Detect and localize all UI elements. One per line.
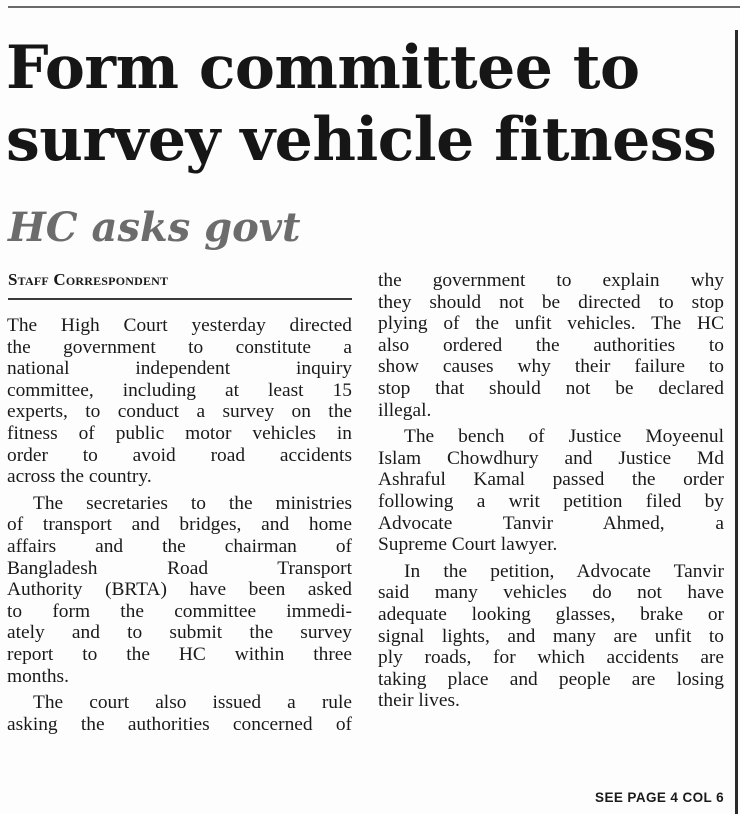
text-line: the government to constitute a xyxy=(7,336,352,358)
headline-line-2: survey vehicle fitness xyxy=(6,105,717,175)
top-rule xyxy=(8,6,740,8)
paragraph xyxy=(7,493,352,687)
text-line: The secretaries to the ministries xyxy=(33,492,352,514)
text-line: fitness of public motor vehicles in xyxy=(7,422,352,444)
subheadline: HC asks govt xyxy=(8,204,301,251)
right-edge-border xyxy=(735,30,738,814)
headline xyxy=(6,32,734,176)
article-column-left xyxy=(7,315,352,735)
text-line: of transport and bridges, and home xyxy=(7,514,352,536)
text-line: Bangladesh Road Transport xyxy=(7,557,352,579)
text-line: the government to explain why xyxy=(378,270,724,291)
text-line: committee, including at least 15 xyxy=(7,379,352,401)
text-line: stop that should not be declared xyxy=(378,377,724,399)
paragraph xyxy=(7,315,352,488)
text-line: illegal. xyxy=(378,399,432,421)
text-line: report to the HC within three xyxy=(7,643,352,665)
text-line: Authority (BRTA) have been asked xyxy=(7,579,352,601)
text-line: months. xyxy=(7,665,69,687)
text-line: signal lights, and many are unfit to xyxy=(378,625,724,647)
text-line: The bench of Justice Moyeenul xyxy=(404,426,724,448)
text-line: their lives. xyxy=(378,690,460,712)
text-line: show causes why their failure to xyxy=(378,356,724,378)
headline-line-1: Form committee to xyxy=(6,33,640,103)
text-line: In the petition, Advocate Tanvir xyxy=(404,560,724,582)
text-line: ply roads, for which accidents are xyxy=(378,647,724,669)
paragraph xyxy=(378,426,724,556)
paragraph xyxy=(378,561,724,712)
text-line: experts, to conduct a survey on the xyxy=(7,401,352,423)
text-line: ately and to submit the survey xyxy=(7,622,352,644)
text-line: following a writ petition filed by xyxy=(378,490,724,512)
text-line: plying of the unfit vehicles. The HC xyxy=(378,313,724,335)
text-line: across the country. xyxy=(7,466,152,488)
text-line: they should not be directed to stop xyxy=(378,291,724,313)
text-line: adequate looking glasses, brake or xyxy=(378,603,724,625)
text-line: national independent inquiry xyxy=(7,358,352,380)
text-line: also ordered the authorities to xyxy=(378,334,724,356)
text-line: said many vehicles do not have xyxy=(378,582,724,604)
paragraph xyxy=(378,270,724,421)
text-line: Advocate Tanvir Ahmed, a xyxy=(378,512,724,534)
text-line: Ashraful Kamal passed the order xyxy=(378,469,724,491)
text-line: Islam Chowdhury and Justice Md xyxy=(378,447,724,469)
paragraph xyxy=(7,692,352,735)
text-line: The court also issued a rule xyxy=(33,692,352,714)
article-column-right xyxy=(378,270,724,712)
byline: Staff Correspondent xyxy=(8,268,352,300)
text-line: The High Court yesterday directed xyxy=(7,315,352,336)
text-line: order to avoid road accidents xyxy=(7,444,352,466)
text-line: asking the authorities concerned of xyxy=(7,713,352,735)
text-line: to form the committee immedi- xyxy=(7,600,352,622)
text-line: taking place and people are losing xyxy=(378,668,724,690)
text-line: Supreme Court lawyer. xyxy=(378,534,558,556)
jump-line: SEE PAGE 4 COL 6 xyxy=(595,790,724,805)
text-line: affairs and the chairman of xyxy=(7,535,352,557)
